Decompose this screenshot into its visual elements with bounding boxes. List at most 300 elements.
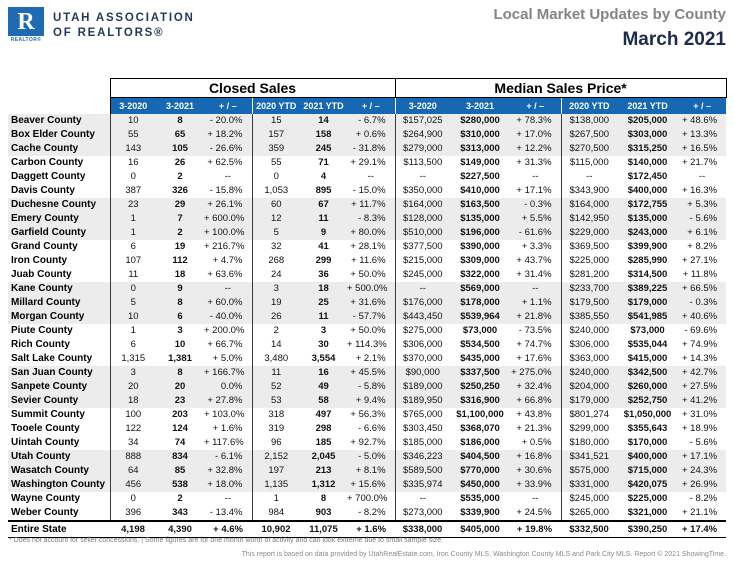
msp-2020-ytd-value: $299,000 — [561, 422, 617, 436]
msp-2021-ytd-value: $400,000 — [627, 184, 668, 196]
page-title: Local Market Updates by County — [493, 6, 726, 23]
msp-2021-ytd-value: $400,000 — [617, 450, 678, 464]
msp-ytd-change-value: + 16.3% — [681, 184, 718, 196]
msp-2020-ytd-value: $331,000 — [561, 478, 617, 492]
cs-3-2021-value: 8 — [156, 296, 204, 310]
cs-3-2021-value: 7 — [156, 212, 204, 226]
cs-3-2021-value: 1,381 — [168, 352, 192, 364]
cs-ytd-change-value: + 11.6% — [351, 254, 386, 266]
msp-2021-ytd-value: $170,000 — [627, 436, 668, 448]
table-row — [8, 380, 726, 394]
table-row — [8, 352, 726, 366]
msp-change-value: + 33.9% — [510, 478, 561, 492]
county-name: Washington County — [8, 478, 110, 492]
msp-3-2020-value: $303,450 — [395, 422, 450, 436]
msp-3-2020-value: $215,000 — [395, 254, 450, 268]
cs-2021-ytd-value: 11 — [300, 212, 347, 226]
cs-ytd-change-value: + 8.1% — [347, 464, 395, 478]
msp-change-value: + 0.5% — [521, 436, 552, 448]
msp-2020-ytd-value: $179,500 — [561, 296, 617, 310]
msp-2021-ytd-value: $172,755 — [617, 198, 678, 212]
county-name: Emery County — [8, 212, 110, 226]
cs-3-2020-value: 4,198 — [110, 521, 156, 538]
cs-ytd-change-value: + 1.6% — [347, 521, 395, 538]
msp-ytd-change-value: + 8.2% — [687, 240, 718, 252]
county-name: Box Elder County — [8, 128, 110, 142]
msp-change-value: -- — [510, 282, 561, 296]
county-name: Uintah County — [11, 436, 80, 448]
cs-2020-ytd-value: 318 — [252, 408, 300, 422]
msp-2020-ytd-value: $306,000 — [561, 338, 617, 352]
cs-2020-ytd-value: 12 — [252, 212, 300, 226]
msp-3-2021-value: $163,500 — [450, 198, 510, 212]
msp-change-value: + 12.2% — [510, 142, 561, 156]
cs-3-2020-value: 34 — [110, 436, 156, 450]
county-name: Salt Lake County — [11, 352, 93, 364]
cs-ytd-change-value: + 700.0% — [347, 492, 388, 504]
msp-3-2020-value: -- — [395, 170, 450, 184]
msp-ytd-change-value: - 5.6% — [689, 436, 718, 448]
county-name: Garfield County — [8, 226, 110, 240]
cs-2020-ytd-value: 319 — [252, 422, 300, 436]
cs-change-value: + 18.0% — [204, 478, 252, 492]
cs-3-2021-value: 8 — [156, 114, 204, 128]
cs-2021-ytd-value: 41 — [318, 240, 329, 252]
msp-2021-ytd-value: $535,044 — [627, 338, 668, 350]
cs-3-2020-value: 456 — [110, 478, 156, 492]
cs-2020-ytd-value: 60 — [252, 198, 300, 212]
msp-ytd-change-value: + 41.2% — [678, 394, 726, 408]
cs-change-value: + 32.8% — [204, 464, 252, 478]
msp-change-value: + 21.8% — [510, 310, 561, 324]
msp-2020-ytd-value: -- — [561, 170, 617, 184]
msp-change-value: + 78.3% — [510, 114, 561, 128]
table-row — [8, 296, 726, 310]
msp-ytd-change-value: + 11.8% — [682, 268, 718, 280]
cs-3-2021-value: 18 — [174, 268, 186, 280]
table-row — [8, 422, 726, 436]
msp-3-2020-value: $245,000 — [395, 268, 450, 282]
msp-2020-ytd-value: $142,950 — [561, 212, 617, 226]
table-row — [8, 212, 726, 226]
cs-2020-ytd-value: 55 — [252, 156, 300, 170]
cs-2021-ytd-value: 67 — [300, 198, 347, 212]
msp-2021-ytd-value: $225,000 — [627, 492, 668, 504]
msp-2020-ytd-value: $265,000 — [561, 506, 617, 521]
cs-3-2021-value: 2 — [156, 226, 204, 240]
cs-3-2021-value: 105 — [156, 142, 204, 156]
cs-2020-ytd-value: 24 — [252, 268, 300, 282]
msp-3-2020-value: -- — [395, 282, 450, 296]
cs-3-2020-value: 0 — [110, 492, 156, 506]
cs-3-2021-value: 23 — [156, 394, 204, 408]
msp-2020-ytd-value: $363,000 — [561, 352, 617, 366]
msp-change-value: - 0.3% — [510, 198, 561, 212]
cs-2021-ytd-value: 11,075 — [300, 521, 347, 538]
table-row — [8, 142, 726, 156]
msp-ytd-change-value: - 8.2% — [689, 492, 718, 504]
msp-2021-ytd-value: $73,000 — [630, 324, 665, 336]
table-row — [8, 254, 726, 268]
cs-2020-ytd-value: 5 — [252, 226, 300, 240]
msp-3-2021-value: $404,500 — [450, 450, 510, 464]
cs-3-2020-value: 0 — [110, 282, 156, 296]
msp-2020-ytd-value: $179,000 — [561, 394, 617, 408]
msp-2020-ytd-value: $204,000 — [561, 380, 617, 394]
cs-3-2021-value: 6 — [156, 310, 204, 324]
cs-ytd-change-value: + 50.0% — [350, 268, 386, 280]
msp-2020-ytd-value: $341,521 — [561, 450, 617, 464]
msp-ytd-change-value: + 42.7% — [678, 366, 726, 380]
msp-ytd-change-value: + 31.0% — [681, 408, 718, 420]
cs-3-2021-value: 20 — [156, 380, 204, 394]
footnote-source: This report is based on data provided by UtahRealEstate.com, Iron County MLS, Washington County MLS and Park City MLS. Report © 2021 ShowingTime. — [241, 551, 726, 558]
msp-3-2021-value: $135,000 — [450, 212, 510, 226]
table-row — [8, 324, 726, 338]
cs-change-value: + 166.7% — [204, 366, 252, 380]
cs-3-2021-value: 203 — [172, 408, 188, 420]
cs-2021-ytd-value: 30 — [318, 338, 329, 350]
cs-ytd-change-value: - 6.7% — [347, 114, 395, 128]
msp-2021-ytd-value: $314,500 — [627, 268, 668, 280]
msp-change-value: + 5.5% — [510, 212, 561, 226]
msp-3-2020-value: $128,000 — [395, 212, 450, 226]
msp-2021-ytd-value: $420,075 — [617, 478, 678, 492]
total-row — [8, 521, 726, 538]
table-row — [8, 366, 726, 380]
cs-3-2021-value: 326 — [172, 184, 188, 196]
cs-2021-ytd-value: 14 — [300, 114, 347, 128]
org-name-line1: UTAH ASSOCIATION — [53, 12, 195, 24]
cs-2021-ytd-value: 36 — [318, 268, 329, 280]
cs-ytd-change-value: + 45.5% — [347, 366, 395, 380]
county-name: Sevier County — [8, 394, 110, 408]
msp-3-2020-value: $338,000 — [395, 521, 450, 538]
cs-change-value: + 4.7% — [212, 254, 243, 266]
msp-change-value: + 17.1% — [516, 184, 552, 196]
cs-3-2021-value: 4,390 — [156, 521, 204, 538]
msp-ytd-change-value: - 0.3% — [678, 296, 726, 310]
msp-ytd-change-value: + 16.5% — [678, 142, 726, 156]
msp-3-2021-value: $539,964 — [450, 310, 510, 324]
msp-3-2021-value: $310,000 — [450, 128, 510, 142]
county-name: Beaver County — [8, 114, 110, 128]
msp-ytd-change-value: - 69.6% — [684, 324, 718, 336]
cs-3-2021-value: 65 — [156, 128, 204, 142]
cs-change-value: + 200.0% — [204, 324, 245, 336]
msp-change-value: + 24.5% — [516, 506, 552, 518]
msp-change-value: + 31.3% — [516, 156, 552, 168]
msp-2021-ytd-value: $140,000 — [627, 156, 668, 168]
cs-3-2021-value: 2 — [177, 170, 183, 182]
cs-change-value: - 15.8% — [209, 184, 243, 196]
cs-3-2020-value: 20 — [110, 380, 156, 394]
msp-ytd-change-value: + 27.1% — [681, 254, 718, 266]
cs-3-2021-value: 19 — [174, 240, 186, 252]
county-column-header — [8, 98, 110, 114]
msp-2021-ytd-value: $135,000 — [617, 212, 678, 226]
cs-3-2021-value: 343 — [172, 506, 188, 518]
cs-change-value: + 216.7% — [204, 240, 245, 252]
market-table — [8, 78, 727, 538]
realtor-logo-icon — [8, 7, 44, 43]
msp-change-value: - 61.6% — [510, 226, 561, 240]
msp-change-value: + 275.0% — [510, 366, 561, 380]
cs-2021-ytd-value: 185 — [315, 436, 332, 448]
cs-ytd-change-value: + 15.6% — [347, 478, 395, 492]
col-msp-change: + / – — [510, 98, 561, 114]
cs-2020-ytd-value: 1,053 — [252, 184, 300, 198]
msp-ytd-change-value: + 14.3% — [681, 352, 718, 364]
cs-2021-ytd-value: 895 — [315, 184, 332, 196]
org-name — [53, 7, 195, 43]
table-row — [8, 450, 726, 464]
msp-3-2020-value: $350,000 — [395, 184, 450, 198]
msp-3-2021-value: $535,000 — [460, 492, 500, 504]
cs-2020-ytd-value: 3 — [252, 282, 300, 296]
msp-ytd-change-value: + 27.5% — [678, 380, 726, 394]
msp-ytd-change-value: + 66.5% — [678, 282, 726, 296]
msp-3-2021-value: $149,000 — [460, 156, 500, 168]
table-row — [8, 282, 726, 296]
cs-3-2020-value: 1 — [110, 226, 156, 240]
cs-change-value: + 4.6% — [204, 521, 252, 538]
msp-3-2020-value: $273,000 — [395, 506, 450, 521]
msp-2020-ytd-value: $229,000 — [561, 226, 617, 240]
msp-change-value: - 73.5% — [518, 324, 552, 336]
msp-2021-ytd-value: $252,750 — [617, 394, 678, 408]
msp-2021-ytd-value: $415,000 — [627, 352, 668, 364]
cs-change-value: - 20.0% — [204, 114, 252, 128]
table-row — [8, 464, 726, 478]
org-name-line2: OF REALTORS® — [53, 26, 165, 39]
cs-3-2020-value: 23 — [110, 198, 156, 212]
msp-3-2020-value: $164,000 — [395, 198, 450, 212]
msp-change-value: + 32.4% — [510, 380, 561, 394]
section-header-row — [8, 79, 726, 98]
msp-3-2021-value: $410,000 — [460, 184, 500, 196]
county-name: Piute County — [11, 324, 73, 336]
msp-change-value: + 43.8% — [516, 408, 552, 420]
msp-3-2020-value: $264,900 — [395, 128, 450, 142]
county-name: Millard County — [8, 296, 110, 310]
cs-2021-ytd-value: 58 — [300, 394, 347, 408]
page-subtitle: March 2021 — [622, 29, 726, 50]
cs-3-2021-value: 85 — [156, 464, 204, 478]
msp-2020-ytd-value: $225,000 — [561, 254, 617, 268]
msp-2021-ytd-value: $315,250 — [617, 142, 678, 156]
cs-3-2021-value: 9 — [156, 282, 204, 296]
msp-change-value: + 17.0% — [510, 128, 561, 142]
county-name: Cache County — [8, 142, 110, 156]
msp-2020-ytd-value: $240,000 — [561, 324, 617, 338]
cs-ytd-change-value: + 500.0% — [347, 282, 395, 296]
msp-change-value: + 30.6% — [510, 464, 561, 478]
cs-3-2020-value: 888 — [110, 450, 156, 464]
cs-2020-ytd-value: 197 — [252, 464, 300, 478]
cs-3-2020-value: 107 — [110, 254, 156, 268]
msp-2020-ytd-value: $115,000 — [561, 156, 617, 170]
col-msp-2021-ytd: 2021 YTD — [617, 98, 678, 114]
county-name: Utah County — [8, 450, 110, 464]
cs-2020-ytd-value: 268 — [252, 254, 300, 268]
msp-change-value: + 19.8% — [510, 521, 561, 538]
msp-2020-ytd-value: $369,500 — [561, 240, 617, 254]
cs-change-value: + 27.8% — [204, 394, 252, 408]
msp-change-value: + 1.1% — [510, 296, 561, 310]
cs-2021-ytd-value: 245 — [300, 142, 347, 156]
msp-3-2021-value: $322,000 — [460, 268, 500, 280]
msp-ytd-change-value: + 48.6% — [678, 114, 726, 128]
cs-change-value: + 600.0% — [204, 212, 252, 226]
cs-change-value: + 117.6% — [204, 436, 244, 448]
msp-3-2021-value: $227,500 — [460, 170, 500, 182]
cs-2020-ytd-value: 1 — [252, 492, 300, 506]
msp-3-2020-value: $176,000 — [395, 296, 450, 310]
report-titles — [493, 6, 726, 51]
county-name: Wasatch County — [8, 464, 110, 478]
cs-ytd-change-value: - 8.3% — [347, 212, 395, 226]
msp-change-value: + 66.8% — [510, 394, 561, 408]
cs-2020-ytd-value: 2 — [252, 324, 300, 338]
msp-change-value: + 21.3% — [516, 422, 552, 434]
cs-3-2020-value: 10 — [110, 114, 156, 128]
cs-change-value: + 5.0% — [212, 352, 243, 364]
cs-2020-ytd-value: 19 — [252, 296, 300, 310]
cs-change-value: + 103.0% — [204, 408, 245, 420]
col-cs-3-2020: 3-2020 — [110, 98, 156, 114]
msp-3-2021-value: $250,250 — [450, 380, 510, 394]
msp-ytd-change-value: + 18.9% — [681, 422, 718, 434]
msp-ytd-change-value: + 24.3% — [678, 464, 726, 478]
cs-3-2021-value: 2 — [177, 492, 183, 504]
msp-2020-ytd-value: $233,700 — [561, 282, 617, 296]
county-name: Duchesne County — [8, 198, 110, 212]
cs-change-value: + 1.6% — [212, 422, 243, 434]
section-closed-sales: Closed Sales — [110, 79, 395, 98]
msp-2021-ytd-value: $172,450 — [627, 170, 668, 182]
msp-3-2020-value: -- — [395, 492, 450, 506]
msp-3-2021-value: $178,000 — [450, 296, 510, 310]
col-msp-2020-ytd: 2020 YTD — [561, 98, 617, 114]
cs-ytd-change-value: + 114.3% — [347, 338, 387, 350]
msp-change-value: + 16.8% — [510, 450, 561, 464]
table-row — [8, 170, 726, 184]
cs-3-2020-value: 10 — [110, 310, 156, 324]
msp-ytd-change-value: + 17.1% — [678, 450, 726, 464]
cs-2020-ytd-value: 32 — [252, 240, 300, 254]
msp-3-2020-value: $157,025 — [395, 114, 450, 128]
table-row — [8, 436, 726, 450]
county-name: Iron County — [11, 254, 68, 266]
msp-ytd-change-value: + 5.3% — [678, 198, 726, 212]
table-row — [8, 226, 726, 240]
cs-2021-ytd-value: 497 — [315, 408, 332, 420]
msp-change-value: + 74.7% — [516, 338, 552, 350]
cs-change-value: 0.0% — [204, 380, 252, 394]
cs-2020-ytd-value: 53 — [252, 394, 300, 408]
cs-3-2020-value: 396 — [110, 506, 156, 521]
cs-3-2020-value: 387 — [110, 184, 156, 198]
msp-change-value: + 3.3% — [521, 240, 552, 252]
cs-2021-ytd-value: 3,554 — [311, 352, 336, 364]
cs-3-2020-value: 1 — [110, 324, 156, 338]
msp-2020-ytd-value: $180,000 — [561, 436, 617, 450]
msp-3-2021-value: $450,000 — [450, 478, 510, 492]
county-name: Morgan County — [8, 310, 110, 324]
cs-3-2020-value: 100 — [110, 408, 156, 422]
cs-3-2020-value: 16 — [110, 156, 156, 170]
cs-change-value: -- — [224, 492, 231, 504]
msp-2021-ytd-value: $303,000 — [617, 128, 678, 142]
msp-3-2020-value: $185,000 — [395, 436, 450, 450]
cs-3-2020-value: 122 — [110, 422, 156, 436]
county-name: Entire State — [8, 521, 110, 538]
cs-2020-ytd-value: 11 — [252, 366, 300, 380]
cs-ytd-change-value: + 11.7% — [347, 198, 395, 212]
col-cs-change: + / – — [204, 98, 252, 114]
cs-2020-ytd-value: 26 — [252, 310, 300, 324]
cs-ytd-change-value: + 92.7% — [350, 436, 386, 448]
msp-ytd-change-value: + 40.6% — [678, 310, 726, 324]
msp-2020-ytd-value: $240,000 — [561, 366, 617, 380]
msp-3-2020-value: $346,223 — [395, 450, 450, 464]
msp-3-2021-value: $73,000 — [462, 324, 498, 336]
cs-2021-ytd-value: 903 — [315, 506, 332, 518]
cs-ytd-change-value: + 29.1% — [350, 156, 386, 168]
cs-change-value: + 18.2% — [204, 128, 252, 142]
cs-2020-ytd-value: 0 — [252, 170, 300, 184]
table-row — [8, 408, 726, 422]
table-row — [8, 506, 726, 521]
county-name: Weber County — [11, 506, 79, 518]
msp-2021-ytd-value: $355,643 — [627, 422, 668, 434]
cs-change-value: -- — [224, 170, 231, 182]
table-row — [8, 338, 726, 352]
msp-2020-ytd-value: $385,550 — [561, 310, 617, 324]
msp-2021-ytd-value: $715,000 — [617, 464, 678, 478]
msp-2021-ytd-value: $260,000 — [617, 380, 678, 394]
table-row — [8, 394, 726, 408]
col-msp-3-2021: 3-2021 — [450, 98, 510, 114]
cs-3-2021-value: 26 — [174, 156, 186, 168]
cs-change-value: + 62.5% — [207, 156, 243, 168]
cs-2021-ytd-value: 298 — [315, 422, 332, 434]
table-row — [8, 184, 726, 198]
cs-3-2020-value: 6 — [110, 240, 156, 254]
cs-change-value: - 13.4% — [209, 506, 243, 518]
cs-3-2020-value: 55 — [110, 128, 156, 142]
msp-ytd-change-value: - 5.6% — [678, 212, 726, 226]
cs-2021-ytd-value: 2,045 — [300, 450, 347, 464]
cs-2021-ytd-value: 18 — [300, 282, 347, 296]
table-row — [8, 240, 726, 254]
cs-2020-ytd-value: 984 — [252, 506, 300, 521]
col-cs-3-2021: 3-2021 — [156, 98, 204, 114]
msp-2020-ytd-value: $801,274 — [561, 408, 617, 422]
msp-2021-ytd-value: $243,000 — [617, 226, 678, 240]
msp-2021-ytd-value: $205,000 — [617, 114, 678, 128]
msp-2021-ytd-value: $389,225 — [617, 282, 678, 296]
cs-2020-ytd-value: 1,135 — [252, 478, 300, 492]
cs-2020-ytd-value: 96 — [252, 436, 300, 450]
msp-2021-ytd-value: $399,900 — [627, 240, 668, 252]
cs-3-2021-value: 538 — [156, 478, 204, 492]
cs-ytd-change-value: - 15.0% — [352, 184, 386, 196]
msp-2021-ytd-value: $541,985 — [617, 310, 678, 324]
realtor-logo-caption: REALTOR® — [10, 37, 42, 43]
cs-3-2021-value: 74 — [174, 436, 186, 448]
